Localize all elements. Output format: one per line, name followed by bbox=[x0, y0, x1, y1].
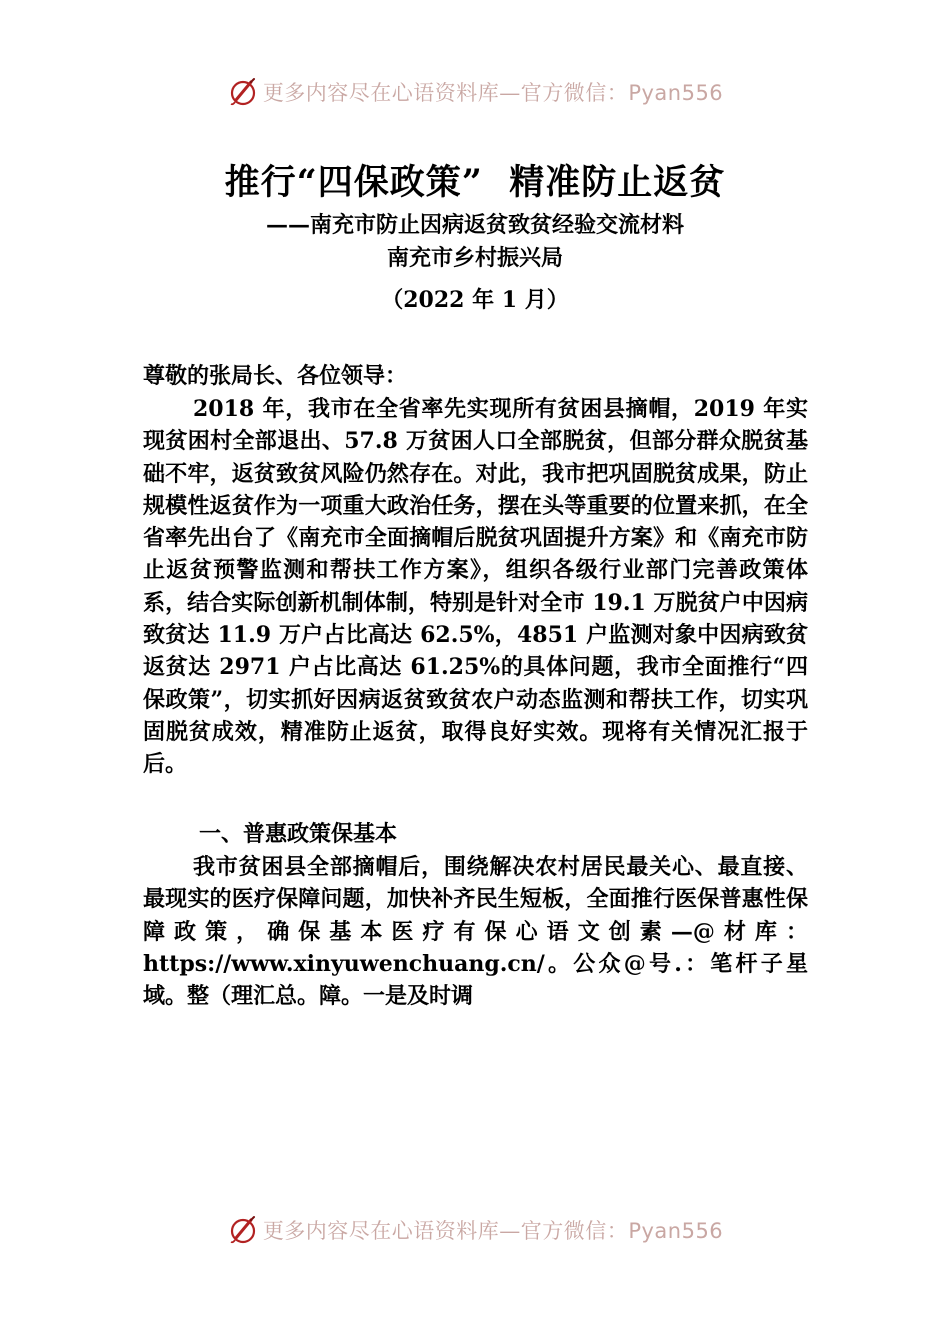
paragraph-2: 我市贫困县全部摘帽后，围绕解决农村居民最关心、最直接、最现实的医疗保障问题，加快补齐民生短板，全面推行医保普惠性保障政策，确保基本医疗有保心语文创素—@材库：https://www.xinyuwenchuang.cn/。公众@号.：笔杆子星域。整（理汇总。障。一是及时调 bbox=[143, 854, 808, 1010]
watermark-prefix: 更多内容尽在心语资料库—官方微信： bbox=[262, 1219, 629, 1243]
document-subtitle: ——南充市防止因病返贫致贫经验交流材料 bbox=[265, 212, 684, 238]
watermark-wechat-id: Pyan556 bbox=[628, 1219, 724, 1243]
watermark-prefix: 更多内容尽在心语资料库—官方微信： bbox=[262, 81, 629, 105]
pen-logo-icon bbox=[227, 1214, 259, 1246]
document-organization: 南充市乡村振兴局 bbox=[386, 245, 563, 271]
document-date: （2022 年 1 月） bbox=[381, 287, 569, 313]
header-watermark bbox=[0, 72, 950, 112]
section-heading-1: 一、普惠政策保基本 bbox=[199, 821, 398, 847]
paragraph-1: 2018 年，我市在全省率先实现所有贫困县摘帽，2019 年实现贫困村全部退出、57.8 万贫困人口全部脱贫，但部分群众脱贫基础不牢，返贫致贫风险仍然存在。对此，我市把巩固脱贫成果，防止规模性返贫作为一项重大政治任务，摆在头等重要的位置来抓，在全省率先出台了《南充市全面摘帽后脱贫巩固提升方案》和《南充市防止返贫预警监测和帮扶工作方案》，组织各级行业部门完善政策体系，结合实际创新机制体制，特别是针对全市 19.1 万脱贫户中因病致贫达 11.9 万户占比高达 62.5%，4851 户监测对象中因病致贫返贫达 2971 户占比高达 61.25%的具体问题，我市全面推行“四保政策”，切实抓好因病返贫致贫农户动态监测和帮扶工作，切实巩固脱贫成效，精准防止返贫，取得良好实效。现将有关情况汇报于后。 bbox=[143, 396, 808, 778]
footer-watermark bbox=[0, 1210, 950, 1250]
pen-logo-icon bbox=[227, 76, 259, 108]
salutation: 尊敬的张局长、各位领导： bbox=[143, 363, 408, 389]
watermark-text bbox=[263, 1215, 723, 1245]
document-title: 推行“四保政策” 精准防止返贫 bbox=[224, 162, 726, 203]
watermark-text bbox=[263, 77, 723, 107]
watermark-wechat-id: Pyan556 bbox=[628, 81, 724, 105]
